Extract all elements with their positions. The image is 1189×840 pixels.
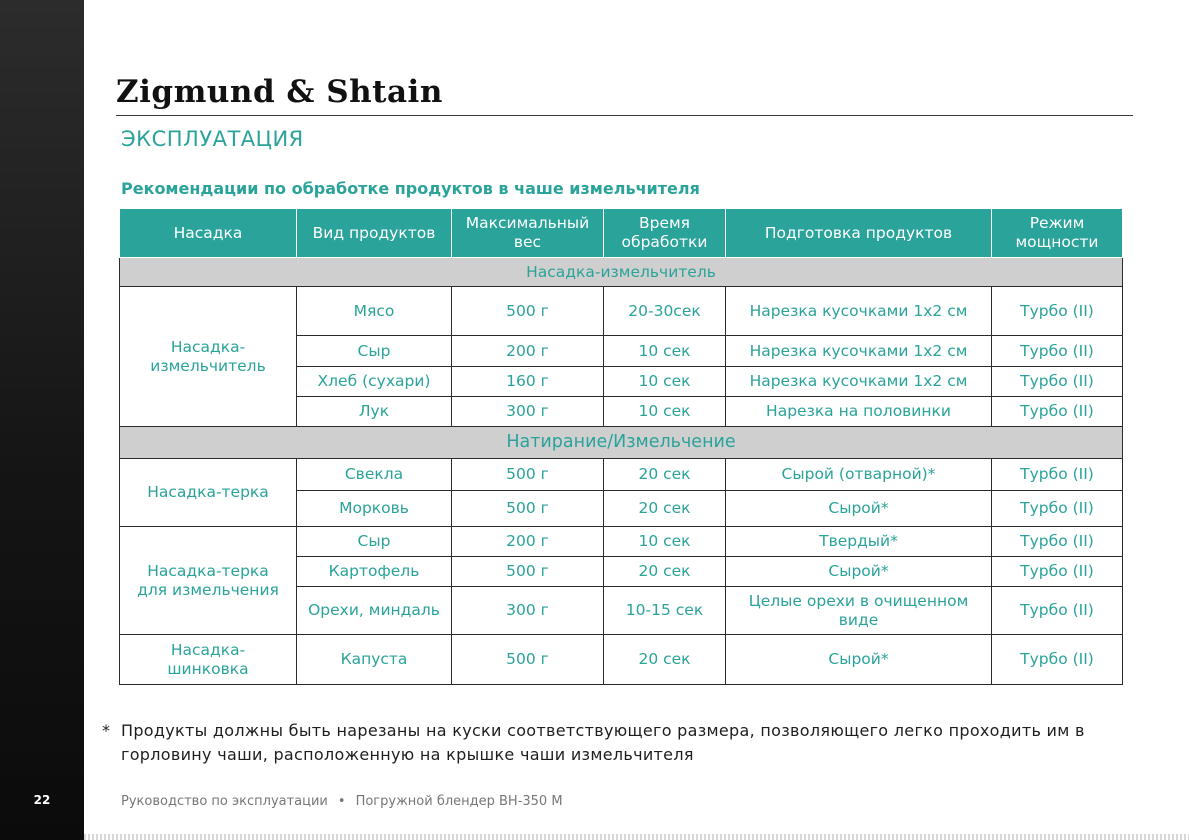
mode-cell: Турбо (II) <box>992 336 1123 367</box>
column-header-product: Вид продуктов <box>297 209 452 258</box>
column-header-attachment: Насадка <box>120 209 297 258</box>
mode-cell: Турбо (II) <box>992 587 1123 635</box>
product-cell: Капуста <box>297 635 452 685</box>
weight-cell: 300 г <box>452 397 604 427</box>
time-cell: 20-30сек <box>604 287 726 336</box>
product-cell: Морковь <box>297 491 452 527</box>
footer-product-label: Погружной блендер BH-350 M <box>355 794 563 809</box>
bottom-edge-strip <box>84 834 1189 840</box>
footnote <box>102 719 1132 767</box>
section-title-cell: Насадка-измельчитель <box>120 258 1123 287</box>
prep-cell: Нарезка кусочками 1x2 см <box>726 336 992 367</box>
product-cell: Сыр <box>297 336 452 367</box>
attachment-cell: Насадка- шинковка <box>120 635 297 685</box>
page-number: 22 <box>33 793 51 807</box>
mode-cell: Турбо (II) <box>992 491 1123 527</box>
product-cell: Лук <box>297 397 452 427</box>
section-row-chopper <box>120 258 1123 287</box>
table-header-row <box>120 209 1123 258</box>
table-title: Рекомендации по обработке продуктов в чаше измельчителя <box>121 179 700 198</box>
weight-cell: 500 г <box>452 557 604 587</box>
section-row-grating <box>120 427 1123 459</box>
section-title-cell: Натирание/Измельчение <box>120 427 1123 459</box>
time-cell: 10 сек <box>604 367 726 397</box>
table-row <box>120 287 1123 336</box>
weight-cell: 500 г <box>452 491 604 527</box>
prep-cell: Сырой* <box>726 491 992 527</box>
mode-cell: Турбо (II) <box>992 459 1123 491</box>
product-cell: Свекла <box>297 459 452 491</box>
time-cell: 10-15 сек <box>604 587 726 635</box>
mode-cell: Турбо (II) <box>992 557 1123 587</box>
mode-cell: Турбо (II) <box>992 635 1123 685</box>
weight-cell: 200 г <box>452 336 604 367</box>
time-cell: 10 сек <box>604 397 726 427</box>
table-row <box>120 459 1123 491</box>
page-footer <box>121 794 563 809</box>
weight-cell: 300 г <box>452 587 604 635</box>
mode-cell: Турбо (II) <box>992 527 1123 557</box>
attachment-cell: Насадка-терка <box>120 459 297 527</box>
product-cell: Орехи, миндаль <box>297 587 452 635</box>
recommendations-table <box>119 208 1123 685</box>
footnote-text: Продукты должны быть нарезаны на куски соответствующего размера, позволяющего легко проходить им в горловину чаши, расположенную на крышке чаши измельчителя <box>121 721 1085 764</box>
time-cell: 20 сек <box>604 459 726 491</box>
section-title: ЭКСПЛУАТАЦИЯ <box>121 127 304 151</box>
weight-cell: 500 г <box>452 635 604 685</box>
footnote-mark: * <box>102 721 111 740</box>
time-cell: 20 сек <box>604 557 726 587</box>
table-row <box>120 527 1123 557</box>
prep-cell: Сырой (отварной)* <box>726 459 992 491</box>
mode-cell: Турбо (II) <box>992 397 1123 427</box>
table-row <box>120 635 1123 685</box>
product-cell: Картофель <box>297 557 452 587</box>
prep-cell: Нарезка на половинки <box>726 397 992 427</box>
product-cell: Мясо <box>297 287 452 336</box>
column-header-time: Время обработки <box>604 209 726 258</box>
prep-cell: Твердый* <box>726 527 992 557</box>
weight-cell: 160 г <box>452 367 604 397</box>
brand-logo: Zigmund & Shtain <box>116 74 443 110</box>
product-cell: Хлеб (сухари) <box>297 367 452 397</box>
attachment-cell: Насадка-терка для измельчения <box>120 527 297 635</box>
mode-cell: Турбо (II) <box>992 287 1123 336</box>
weight-cell: 500 г <box>452 287 604 336</box>
time-cell: 20 сек <box>604 491 726 527</box>
footer-separator: • <box>337 794 346 809</box>
time-cell: 10 сек <box>604 527 726 557</box>
footer-manual-label: Руководство по эксплуатации <box>121 794 328 809</box>
column-header-max-weight: Максимальный вес <box>452 209 604 258</box>
column-header-preparation: Подготовка продуктов <box>726 209 992 258</box>
header-divider <box>116 115 1133 116</box>
time-cell: 20 сек <box>604 635 726 685</box>
column-header-power-mode: Режим мощности <box>992 209 1123 258</box>
prep-cell: Нарезка кусочками 1x2 см <box>726 367 992 397</box>
time-cell: 10 сек <box>604 336 726 367</box>
page-sidebar <box>0 0 84 840</box>
mode-cell: Турбо (II) <box>992 367 1123 397</box>
prep-cell: Целые орехи в очищенном виде <box>726 587 992 635</box>
weight-cell: 500 г <box>452 459 604 491</box>
prep-cell: Сырой* <box>726 557 992 587</box>
attachment-cell: Насадка- измельчитель <box>120 287 297 427</box>
prep-cell: Нарезка кусочками 1x2 см <box>726 287 992 336</box>
prep-cell: Сырой* <box>726 635 992 685</box>
product-cell: Сыр <box>297 527 452 557</box>
weight-cell: 200 г <box>452 527 604 557</box>
